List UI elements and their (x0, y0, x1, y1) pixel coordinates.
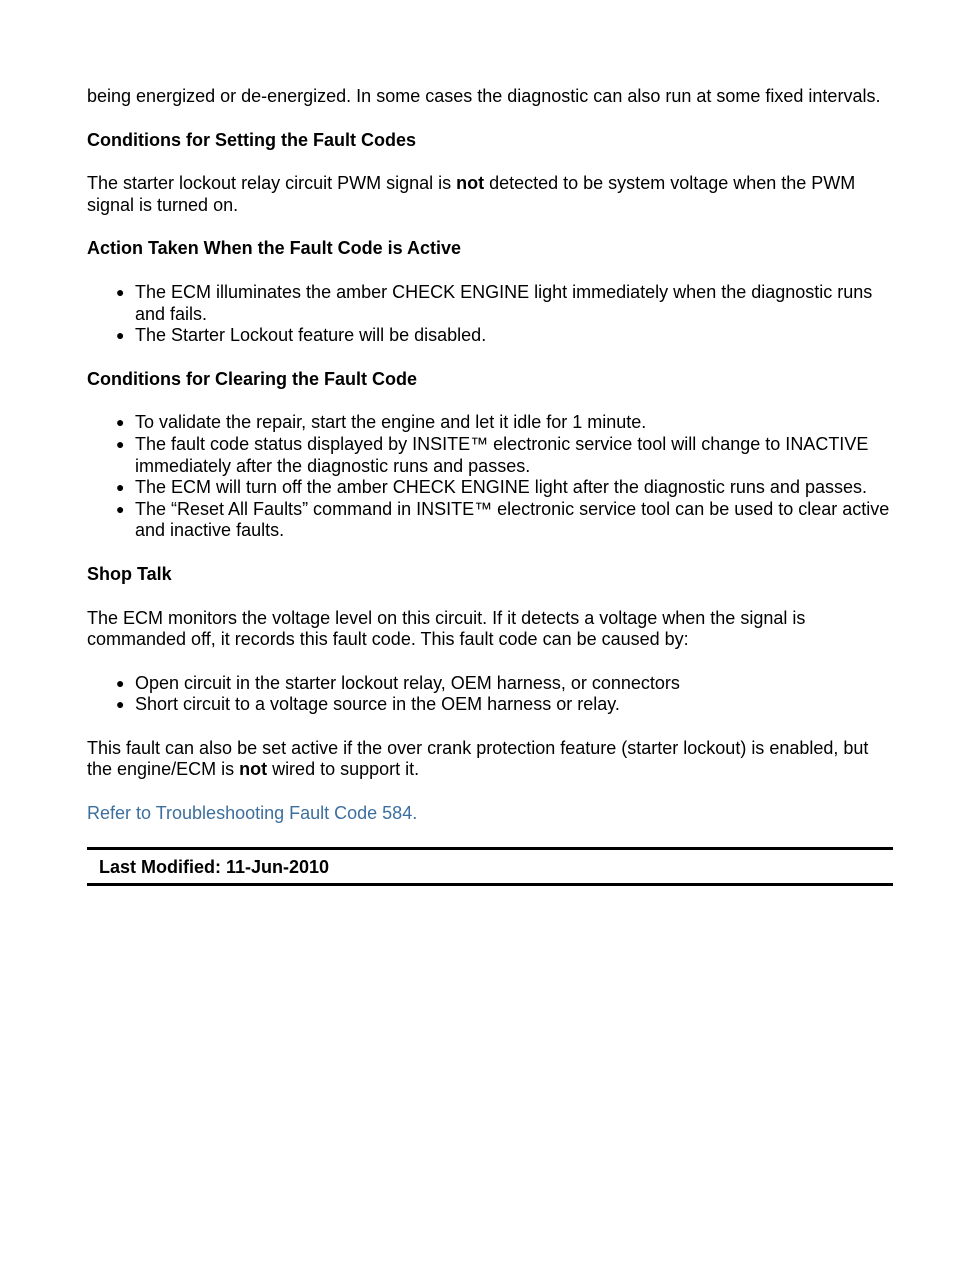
setting-paragraph (87, 173, 893, 216)
setting-heading: Conditions for Setting the Fault Codes (87, 129, 416, 150)
document-page (87, 86, 893, 886)
intro-paragraph: being energized or de-energized. In some cases the diagnostic can also run at some fixed intervals. (87, 86, 881, 106)
bullet-icon: ● (116, 696, 125, 713)
bullet-icon: ● (116, 414, 125, 431)
bullet-icon: ● (116, 327, 125, 344)
list-item: ● The Starter Lockout feature will be disabled. (116, 325, 487, 346)
shop-talk-list (87, 673, 893, 716)
action-list (87, 282, 893, 347)
troubleshooting-link[interactable]: Refer to Troubleshooting Fault Code 584. (87, 803, 418, 824)
list-item: ● The fault code status displayed by INSITE™ electronic service tool will change to INACTIVE immediately after the diagnostic runs and passes. (116, 433, 869, 476)
shop-talk-note (87, 738, 893, 781)
setting-text-before: The starter lockout relay circuit PWM signal is (87, 173, 457, 194)
clearing-list (87, 412, 893, 542)
note-text-after: wired to support it. (267, 759, 420, 780)
bullet-icon: ● (116, 435, 125, 452)
bullet-icon: ● (116, 500, 125, 517)
list-item: ● Short circuit to a voltage source in the OEM harness or relay. (116, 694, 620, 715)
shop-talk-paragraph: The ECM monitors the voltage level on this circuit. If it detects a voltage when the signal is commanded off, it records this fault code. This fault code can be caused by: (87, 607, 806, 650)
setting-text-bold: not (456, 173, 485, 194)
list-item: ● The “Reset All Faults” command in INSITE™ electronic service tool can be used to clear active and inactive faults. (116, 498, 890, 541)
clearing-heading: Conditions for Clearing the Fault Code (87, 368, 417, 389)
list-item: ● Open circuit in the starter lockout relay, OEM harness, or connectors (116, 672, 680, 693)
note-text-before: This fault can also be set active if the over crank protection feature (starter lockout) is enabled, but the engine/ECM is (87, 737, 869, 780)
list-item: ● The ECM will turn off the amber CHECK ENGINE light after the diagnostic runs and passes. (116, 477, 867, 498)
list-item: ● To validate the repair, start the engine and let it idle for 1 minute. (116, 412, 647, 433)
list-item: ● The ECM illuminates the amber CHECK ENGINE light immediately when the diagnostic runs and fails. (116, 281, 873, 324)
action-heading: Action Taken When the Fault Code is Active (87, 238, 462, 259)
setting-text-after: detected to be system voltage when the PWM signal is turned on. (87, 173, 856, 215)
bullet-icon: ● (116, 479, 125, 496)
note-text-bold: not (239, 759, 268, 780)
last-modified-label: Last Modified: 11-Jun-2010 (99, 856, 330, 877)
bullet-icon: ● (116, 283, 125, 300)
last-modified-footer (87, 847, 893, 887)
shop-talk-heading: Shop Talk (87, 563, 172, 584)
bullet-icon: ● (116, 674, 125, 691)
